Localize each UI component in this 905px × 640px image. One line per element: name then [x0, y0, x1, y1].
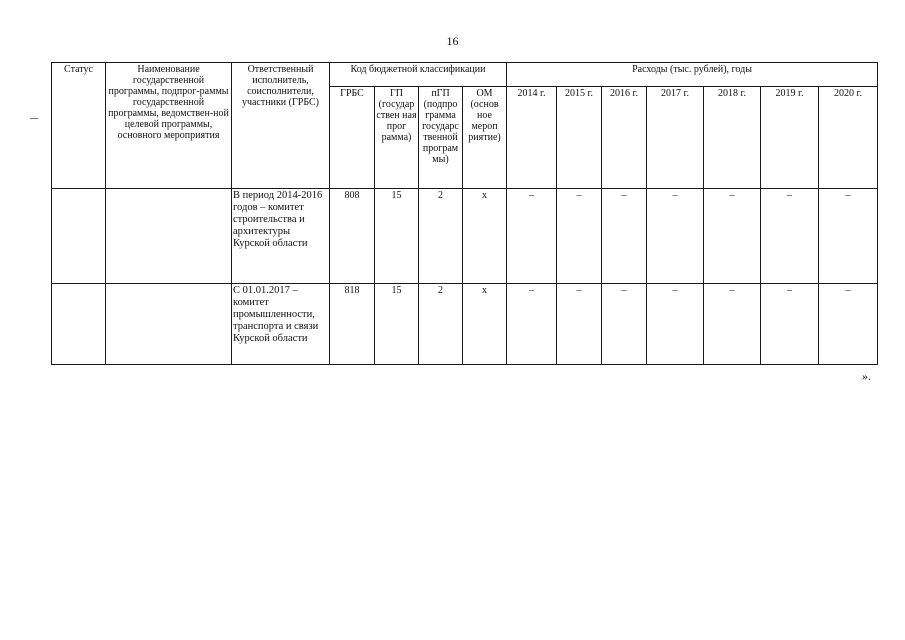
- cell-value: –: [761, 189, 819, 284]
- header-year: 2020 г.: [819, 87, 878, 189]
- cell-value: –: [602, 189, 647, 284]
- header-year: 2017 г.: [647, 87, 704, 189]
- header-row-1: [52, 63, 878, 87]
- cell-name: [106, 189, 232, 284]
- cell-value: –: [704, 284, 761, 365]
- header-year: 2018 г.: [704, 87, 761, 189]
- cell-pgp: 2: [419, 284, 463, 365]
- closing-quote-mark: ».: [862, 369, 871, 383]
- cell-responsible: В период 2014-2016 годов – комитет строительства и архитектуры Курской области: [232, 189, 330, 284]
- header-om: ОМ (основ ное мероп риятие): [463, 87, 507, 189]
- header-budget-code: Код бюджетной классификации: [330, 63, 507, 87]
- cell-gp: 15: [375, 189, 419, 284]
- budget-table: [51, 62, 878, 365]
- cell-value: –: [507, 189, 557, 284]
- cell-value: –: [557, 189, 602, 284]
- cell-value: –: [819, 189, 878, 284]
- cell-value: –: [557, 284, 602, 365]
- cell-value: –: [819, 284, 878, 365]
- header-year: 2014 г.: [507, 87, 557, 189]
- cell-value: –: [602, 284, 647, 365]
- header-pgp: пГП (подпро грамма государс твенной програм мы): [419, 87, 463, 189]
- cell-status: [52, 189, 106, 284]
- table-row: [52, 284, 878, 365]
- cell-value: –: [761, 284, 819, 365]
- header-year: 2016 г.: [602, 87, 647, 189]
- header-expenses: Расходы (тыс. рублей), годы: [507, 63, 878, 87]
- cell-om: х: [463, 284, 507, 365]
- table-row: [52, 189, 878, 284]
- header-grbs: ГРБС: [330, 87, 375, 189]
- cell-name: [106, 284, 232, 365]
- cell-value: –: [507, 284, 557, 365]
- header-name: Наименование государственной программы, подпрог-раммы государственной программы, ведомствен-ной целевой программы, основного мероприятия: [106, 63, 232, 189]
- header-year: 2015 г.: [557, 87, 602, 189]
- cell-status: [52, 284, 106, 365]
- cell-value: –: [647, 189, 704, 284]
- header-year: 2019 г.: [761, 87, 819, 189]
- header-responsible: Ответственный исполнитель, соисполнители, участники (ГРБС): [232, 63, 330, 189]
- cell-value: –: [704, 189, 761, 284]
- cell-value: –: [647, 284, 704, 365]
- cell-responsible: С 01.01.2017 – комитет промышленности, транспорта и связи Курской области: [232, 284, 330, 365]
- cell-gp: 15: [375, 284, 419, 365]
- header-gp: ГП (государ ствен ная прог рамма): [375, 87, 419, 189]
- cell-grbs: 808: [330, 189, 375, 284]
- cell-om: х: [463, 189, 507, 284]
- cell-grbs: 818: [330, 284, 375, 365]
- header-status: Статус: [52, 63, 106, 189]
- cell-pgp: 2: [419, 189, 463, 284]
- page-number: 16: [446, 34, 459, 48]
- margin-mark: [30, 118, 38, 119]
